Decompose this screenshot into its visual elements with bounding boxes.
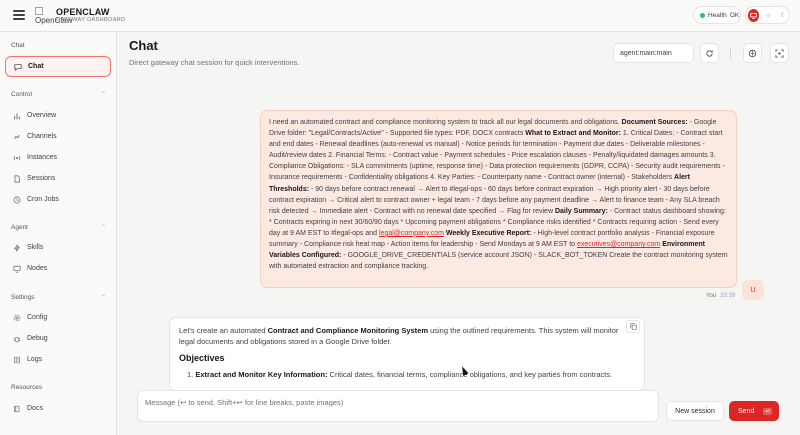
assistant-list-item: [179, 369, 635, 380]
message-bold-text: Daily Summary:: [554, 207, 608, 215]
message-text: 1. Critical Dates: - Contract start and end dates - Renewal deadlines (auto-renewal vs manual) - Notice periods for termination - Payment due dates - Deliverable milestones - Audit/review dates 2. Financial Terms: - Contract value - Payment schedules - Price escalation clauses - Penalty/liquidated damages amounts 3. Compliance Obligations: - SLA commitments (uptime, response time) - Data protection requirements (GDPR, CCPA) - Security audit requirements - Insurance requirements - Confidentiality obligations 4. Key Parties: - Counterparty name - Contract owner (internal) - Stakeholders: [269, 130, 725, 182]
gear-icon: [13, 314, 21, 322]
sidebar-item-config[interactable]: [5, 307, 111, 328]
brand-subtitle: GATEWAY DASHBOARD: [56, 17, 126, 23]
page-subtitle: Direct gateway chat session for quick interventions.: [129, 58, 300, 67]
message-text: I need an automated contract and compliance monitoring system to track all our legal documents and obligations.: [269, 119, 622, 126]
sidebar-item-label: Docs: [27, 405, 43, 412]
book-icon: [13, 405, 21, 413]
sidebar-item-sessions[interactable]: [5, 168, 111, 189]
sidebar-section-chat: Chat: [11, 42, 25, 49]
lightning-icon: [13, 244, 21, 252]
sidebar-item-label: Config: [27, 314, 48, 321]
menu-icon[interactable]: [13, 10, 25, 20]
bar-chart-icon: [13, 112, 21, 120]
link-icon: [13, 133, 21, 141]
monitor-icon: [13, 265, 21, 273]
sidebar-section-agent: Agent: [11, 224, 28, 231]
message-text: - 90 days before contract renewal → Alert to #legal-ops - 60 days before contract expiration → High priority alert - 30 days before contract expiration → Critical alert to contract owner + legal team - 7 days before any payment deadline → Alert to finance team - Any SLA breach risk detected → Immediate alert - Contract with no renewal date specified → Flag for review: [269, 185, 720, 215]
message-meta: [706, 293, 735, 299]
message-text: - GOOGLE_DRIVE_CREDENTIALS (service account JSON) - SLACK_BOT_TOKEN Create the contract monitoring system with automated extraction and compliance tracking.: [269, 252, 728, 271]
message-bold-text: Alert Thresholds:: [269, 174, 690, 193]
brand-name: OPENCLAW: [56, 7, 110, 17]
refresh-button[interactable]: [700, 43, 719, 63]
focus-mode-button[interactable]: [770, 43, 789, 63]
health-badge: [693, 6, 741, 24]
sidebar-item-docs[interactable]: [5, 398, 111, 419]
email-link[interactable]: legal@company.com: [379, 229, 444, 237]
email-link[interactable]: executives@company.com: [577, 241, 661, 249]
message-text: - Contract status dashboard showing: * Contracts expiring in next 30/60/90 days * Upcoming payment obligations * Compliance risks identified * Contracts requiring action - Send every day at 9 AM EST to #legal-ops and: [269, 207, 726, 237]
assistant-intro-text: Let's create an automated: [179, 326, 268, 335]
message-text: - High-level contract portfolio analysis - Financial exposure summary - Compliance risk heat map - Action items for leadership - Send Mondays at 9 AM EST to: [269, 229, 715, 249]
moon-icon[interactable]: ☾: [780, 12, 787, 19]
list-item-text: Critical dates, financial terms, compliance obligations, and key parties from contracts.: [327, 370, 613, 379]
copy-icon: [630, 323, 637, 330]
assistant-message: [169, 317, 645, 391]
enter-key-icon: ↵: [765, 408, 771, 415]
send-button[interactable]: [729, 401, 779, 421]
chat-bubble-icon: [14, 63, 22, 71]
thinking-toggle-button[interactable]: [743, 43, 762, 63]
health-status-icon: [700, 13, 705, 18]
sidebar-item-label: Cron Jobs: [27, 196, 59, 203]
sidebar-item-skills[interactable]: [5, 237, 111, 258]
new-session-button[interactable]: New session: [666, 401, 724, 421]
health-label: Health: [708, 11, 727, 19]
message-sender: You: [706, 293, 717, 299]
sidebar-item-label: Nodes: [27, 265, 48, 272]
sidebar-section-settings: Settings: [11, 294, 35, 301]
sidebar-item-logs[interactable]: [5, 349, 111, 370]
sidebar-item-label: Debug: [27, 335, 48, 342]
sidebar-section-control: Control: [11, 91, 32, 98]
sidebar-item-instances[interactable]: [5, 147, 111, 168]
sidebar-item-label: Skills: [27, 244, 44, 251]
chevron-up-icon[interactable]: ⌃: [101, 92, 107, 98]
sidebar-item-overview[interactable]: [5, 105, 111, 126]
sidebar-item-chat[interactable]: [5, 56, 111, 77]
sidebar-item-nodes[interactable]: [5, 258, 111, 279]
sidebar-item-cron-jobs[interactable]: [5, 189, 111, 210]
health-value: OK: [729, 11, 740, 19]
sidebar-item-label: Instances: [27, 154, 57, 161]
sidebar-item-label: Channels: [27, 133, 57, 140]
chevron-up-icon[interactable]: ⌃: [101, 295, 107, 301]
message-text: - Google Drive folder: "Legal/Contracts/Active" - Supported file types: PDF, DOCX contracts: [269, 119, 717, 138]
avatar: U: [742, 280, 764, 300]
user-message-bubble: [260, 110, 737, 288]
send-label: Send: [738, 407, 755, 415]
session-key-input[interactable]: [613, 43, 694, 63]
clock-icon: [13, 196, 21, 204]
copy-button[interactable]: [626, 320, 640, 333]
message-bold-text: Document Sources:: [621, 119, 688, 126]
sidebar-item-label: Overview: [27, 112, 57, 119]
assistant-intro-bold: Contract and Compliance Monitoring System: [267, 326, 429, 335]
top-bar: [0, 0, 800, 32]
theme-toggle[interactable]: [745, 6, 790, 24]
list-icon: [13, 356, 21, 364]
list-item-bold: Extract and Monitor Key Information:: [195, 370, 328, 379]
broken-image-icon: [35, 7, 43, 15]
sun-icon[interactable]: ☼: [765, 11, 772, 19]
page-title: Chat: [129, 38, 158, 53]
refresh-icon: [705, 49, 714, 58]
message-bold-text: Environment Variables Configured:: [269, 241, 705, 260]
message-time: 20:39: [720, 293, 736, 299]
system-theme-icon[interactable]: [748, 9, 759, 22]
sidebar-item-label: Chat: [28, 63, 44, 70]
sidebar-item-channels[interactable]: [5, 126, 111, 147]
assistant-intro-text: using the outlined requirements. This system will monitor legal documents and obligations stored in a Google Drive folder.: [179, 326, 619, 346]
sidebar-item-debug[interactable]: [5, 328, 111, 349]
sidebar: [0, 32, 117, 435]
radio-icon: [13, 154, 21, 162]
brain-icon: [748, 49, 757, 58]
message-bold-text: What to Extract and Monitor:: [525, 130, 621, 138]
message-bold-text: Weekly Executive Report:: [445, 229, 532, 237]
document-icon: [13, 175, 21, 183]
chevron-up-icon[interactable]: ⌃: [101, 225, 107, 231]
focus-icon: [775, 49, 784, 58]
sidebar-item-label: Sessions: [27, 175, 56, 182]
toolbar-divider: [730, 47, 731, 59]
bug-icon: [13, 335, 21, 343]
message-input[interactable]: [137, 390, 659, 422]
brand-logo-alt: OpenClaw: [35, 16, 73, 25]
sidebar-item-label: Logs: [27, 356, 43, 363]
assistant-intro: [179, 325, 635, 347]
sidebar-section-resources: Resources: [11, 384, 43, 391]
list-number: 1.: [187, 370, 194, 379]
assistant-heading: Objectives: [179, 353, 225, 363]
